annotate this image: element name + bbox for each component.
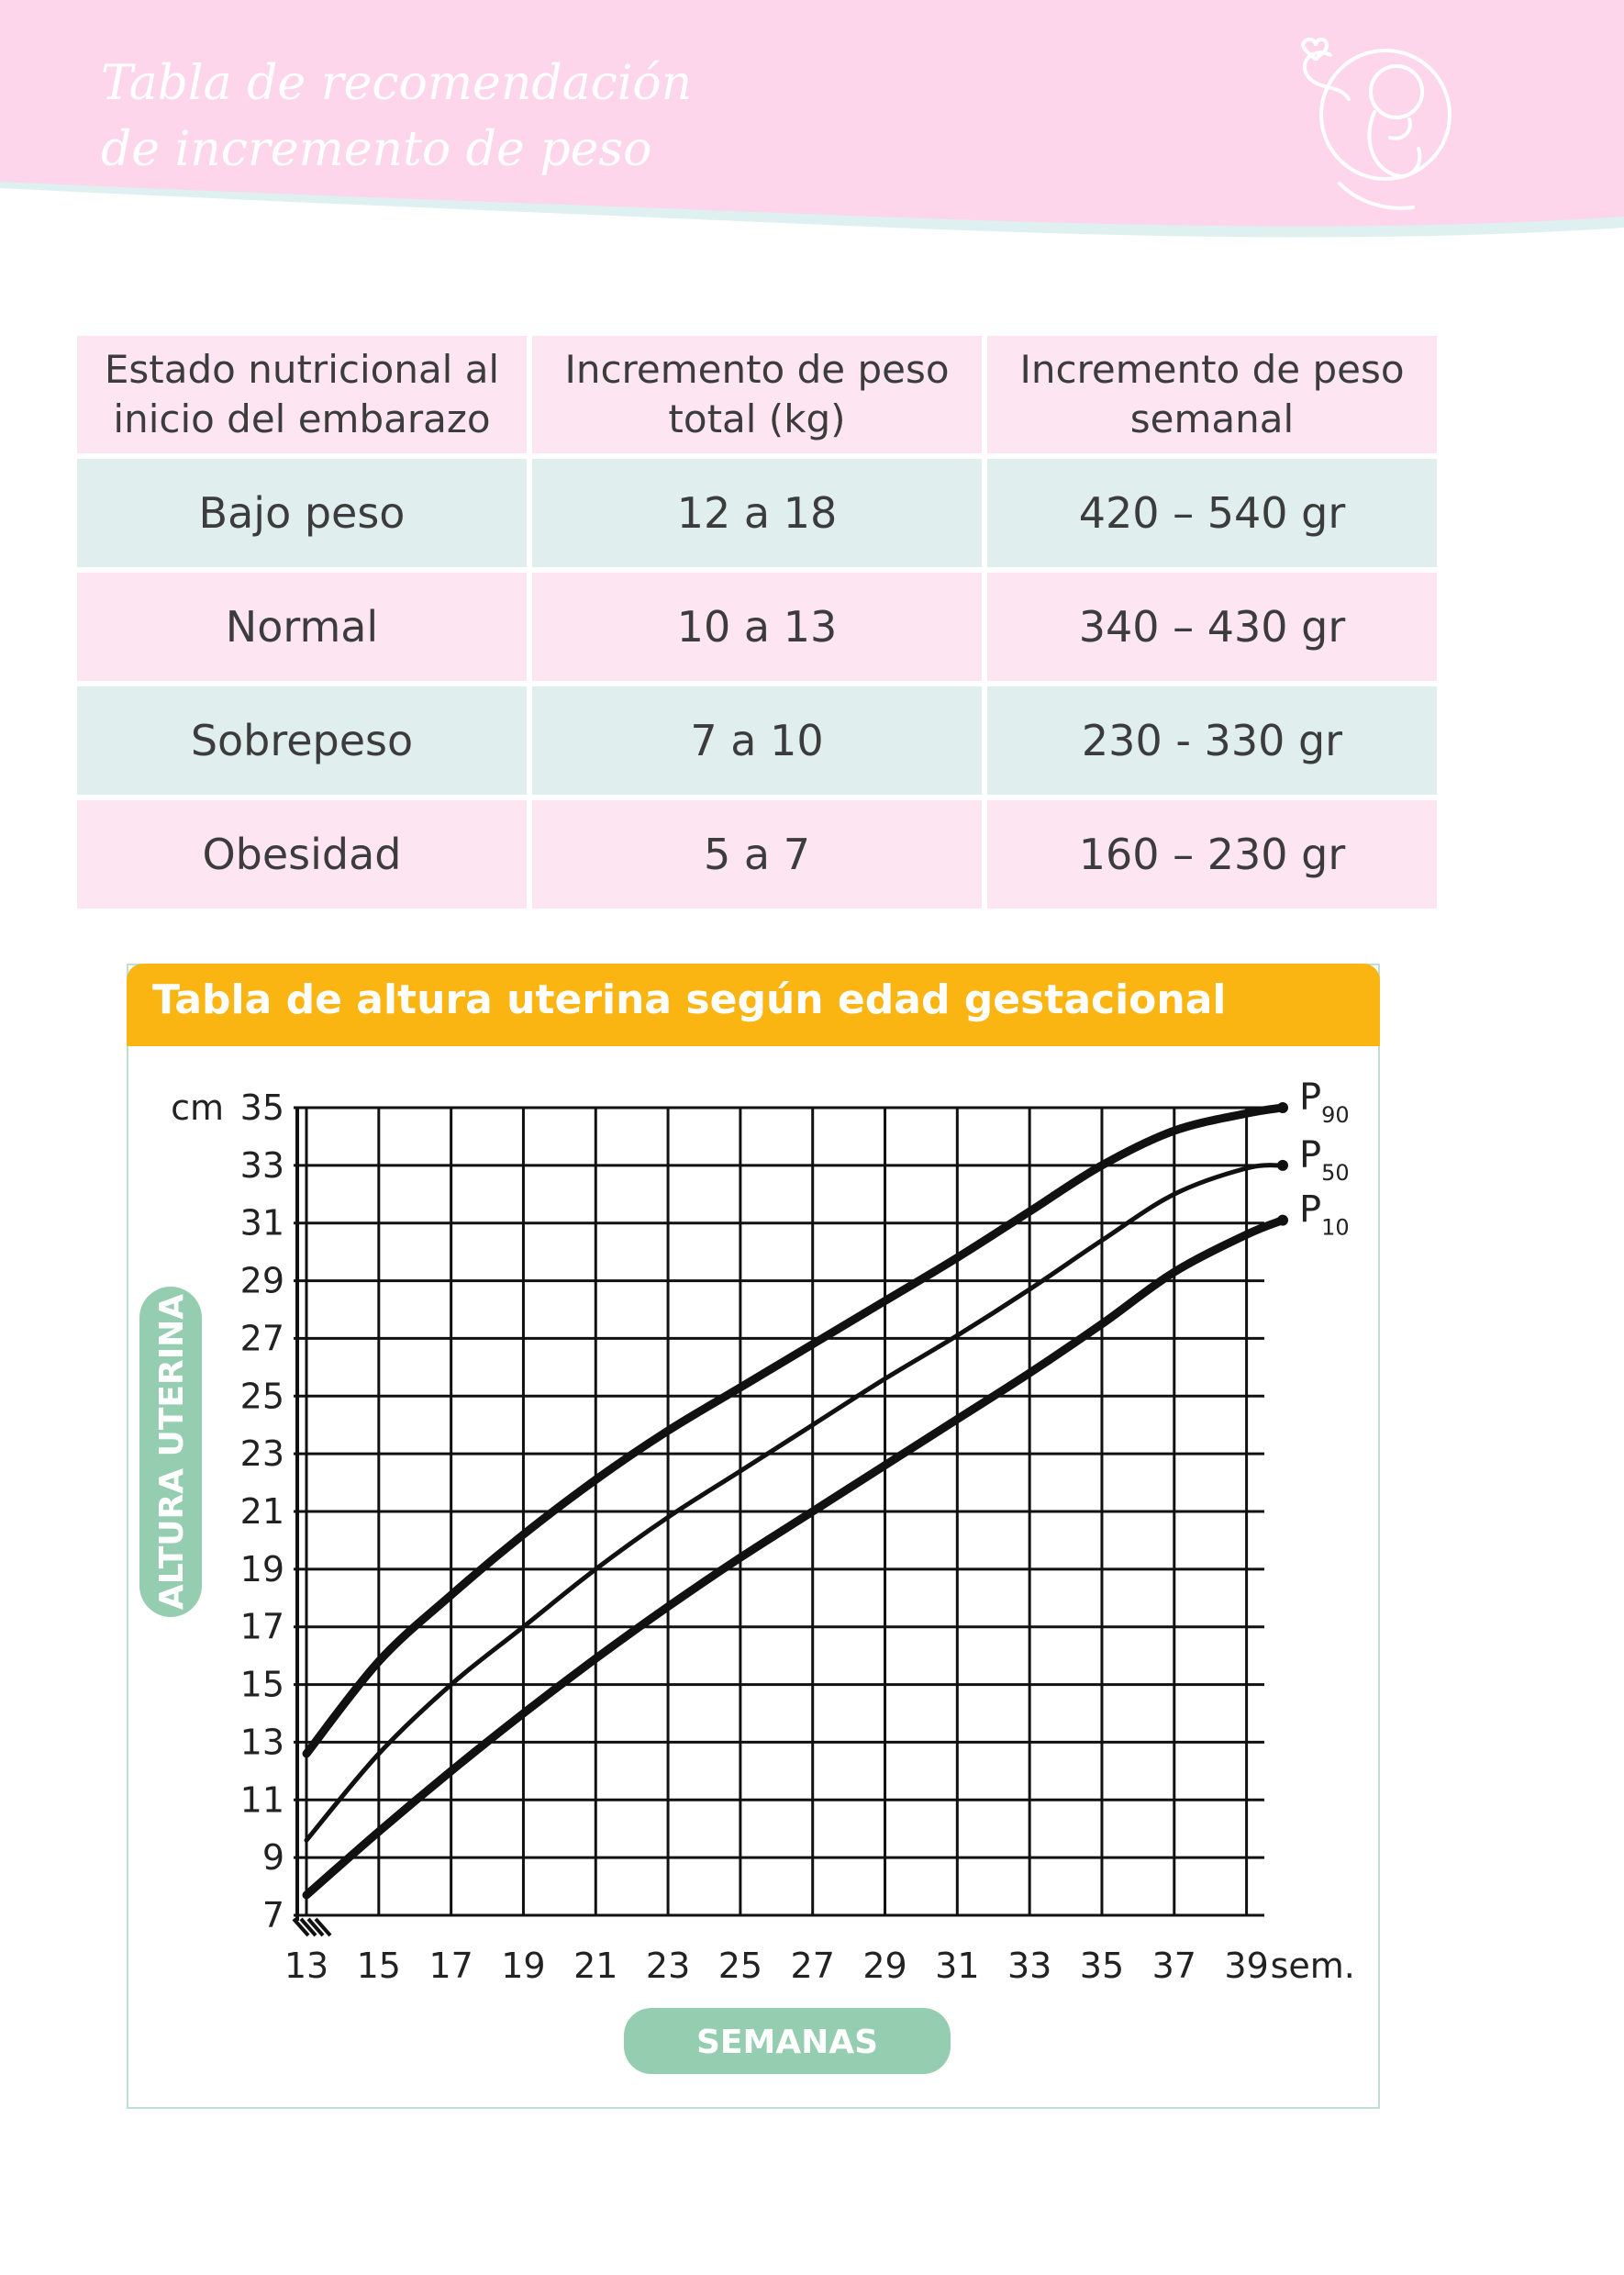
y-tick-label: 13 (239, 1722, 284, 1763)
y-tick-label: 21 (239, 1491, 284, 1532)
table-cell-weekly: 420 – 540 gr (987, 459, 1437, 567)
y-tick-label: 23 (239, 1433, 284, 1475)
x-tick-label: 15 (356, 1946, 401, 1986)
x-tick-label: 27 (790, 1946, 835, 1986)
y-tick-label: 15 (239, 1664, 284, 1705)
x-axis-label: SEMANAS (695, 2024, 879, 2061)
x-tick-label: 13 (284, 1946, 329, 1986)
page-title (101, 50, 692, 183)
table-cell-total: 10 a 13 (532, 573, 982, 681)
series-line-p90 (306, 1108, 1283, 1754)
table-cell-weekly: 160 – 230 gr (987, 800, 1437, 909)
x-tick-label: 33 (1007, 1946, 1052, 1986)
series-label-subscript: 10 (1321, 1214, 1350, 1241)
weight-gain-table (72, 330, 1442, 914)
uterine-height-chart-card (127, 964, 1380, 2109)
series-label-main: P (1299, 1188, 1322, 1232)
uterine-height-chart (128, 965, 1382, 2111)
series-end-dot (1277, 1160, 1288, 1171)
series-label-main: P (1299, 1076, 1322, 1119)
series-label-main: P (1299, 1133, 1322, 1177)
table-cell-total: 7 a 10 (532, 686, 982, 795)
series-label-subscript: 50 (1321, 1159, 1350, 1186)
y-axis-label-pill (139, 1287, 202, 1617)
series-label-p10 (1299, 1189, 1350, 1241)
series-line-p10 (306, 1221, 1283, 1895)
x-tick-label: 31 (935, 1946, 980, 1986)
table-cell-status: Normal (77, 573, 527, 681)
y-tick-label: 19 (239, 1548, 284, 1589)
x-tick-label: 21 (573, 1946, 618, 1986)
table-cell-total: 12 a 18 (532, 459, 982, 567)
series-end-dot (1277, 1215, 1288, 1226)
y-tick-label: 11 (239, 1779, 284, 1821)
series-label-p90 (1299, 1076, 1350, 1128)
y-axis-label: ALTURA UTERINA (153, 1293, 191, 1611)
y-tick-label: 33 (239, 1144, 284, 1186)
column-header-weekly: Incremento de peso semanal (987, 336, 1437, 453)
series-end-dot (1277, 1102, 1288, 1113)
table-row (77, 573, 1437, 681)
x-tick-label: 19 (501, 1946, 546, 1986)
series-line-p50 (306, 1165, 1283, 1841)
x-tick-label: 37 (1151, 1946, 1196, 1986)
y-tick-label: 35 (239, 1087, 284, 1128)
fetus-icon (1275, 28, 1477, 229)
x-tick-label: 29 (862, 1946, 907, 1986)
table-cell-status: Sobrepeso (77, 686, 527, 795)
y-tick-label: 31 (239, 1202, 284, 1243)
chart-title: Tabla de altura uterina según edad gestacional (152, 976, 1227, 1023)
y-tick-label: 7 (261, 1895, 284, 1935)
table-header-row (77, 336, 1437, 453)
y-tick-label: 29 (239, 1260, 284, 1301)
y-unit-label: cm (171, 1087, 224, 1128)
y-tick-label: 9 (261, 1837, 284, 1879)
column-header-status: Estado nutricional al inicio del embarazo (77, 336, 527, 453)
y-tick-label: 17 (239, 1606, 284, 1647)
y-tick-label: 27 (239, 1318, 284, 1359)
page-header (0, 0, 1624, 248)
series-label-subscript: 90 (1321, 1102, 1350, 1128)
x-tick-label: 35 (1079, 1946, 1125, 1986)
page-title-line1: Tabla de recomendación (101, 56, 693, 111)
column-header-total: Incremento de peso total (kg) (532, 336, 982, 453)
table-row (77, 686, 1437, 795)
page-title-line2: de incremento de peso (101, 122, 652, 177)
table-row (77, 459, 1437, 567)
table-row (77, 800, 1437, 909)
table-cell-weekly: 230 - 330 gr (987, 686, 1437, 795)
series-label-p50 (1299, 1134, 1350, 1186)
x-tick-label: 25 (717, 1946, 763, 1986)
x-tick-label: 23 (645, 1946, 691, 1986)
table-cell-weekly: 340 – 430 gr (987, 573, 1437, 681)
y-tick-label: 25 (239, 1376, 284, 1417)
table-cell-total: 5 a 7 (532, 800, 982, 909)
x-unit-label: sem. (1270, 1946, 1355, 1986)
x-tick-label: 17 (428, 1946, 473, 1986)
table-cell-status: Obesidad (77, 800, 527, 909)
x-tick-label: 39 (1224, 1946, 1269, 1986)
table-cell-status: Bajo peso (77, 459, 527, 567)
